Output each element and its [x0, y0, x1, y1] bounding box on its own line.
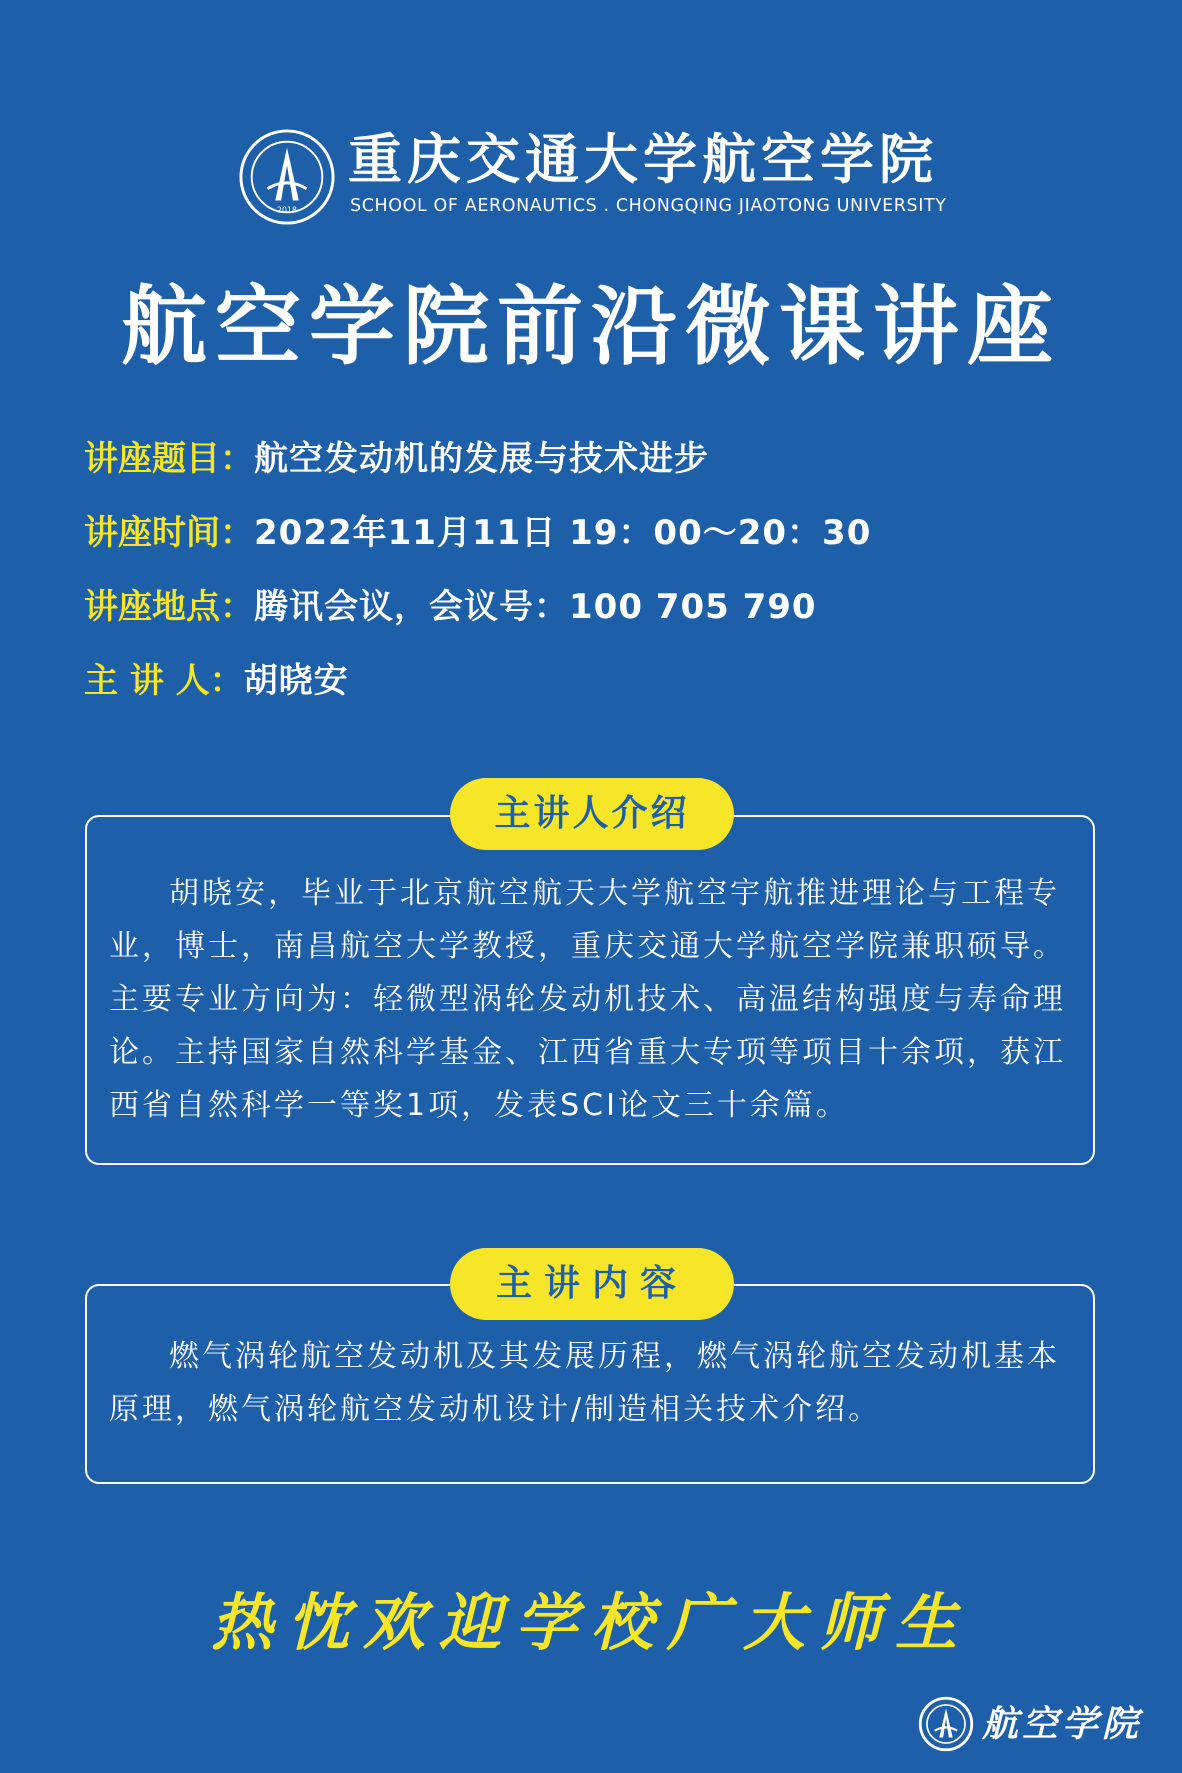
info-value: 胡晓安	[243, 661, 349, 701]
lecture-content-text: 燃气涡轮航空发动机及其发展历程，燃气涡轮航空发动机基本原理，燃气涡轮航空发动机设计/制造相关技术介绍。	[109, 1339, 1060, 1427]
poster-title: 航空学院前沿微课讲座	[121, 277, 1061, 377]
school-seal-small-icon	[918, 1696, 974, 1752]
info-label: 讲座地点：	[84, 587, 254, 627]
info-value: 腾讯会议，会议号：100 705 790	[254, 587, 817, 627]
info-value: 航空发动机的发展与技术进步	[254, 439, 709, 479]
speaker-intro-panel	[85, 815, 1095, 1165]
school-name-cn: 重庆交通大学航空学院	[348, 128, 938, 191]
info-row-speaker	[84, 654, 1084, 728]
seal-year: 2018	[277, 205, 297, 215]
welcome-slogan: 热忱欢迎学校广大师生	[210, 1586, 971, 1659]
school-logo-block	[238, 128, 958, 228]
footer-logo-text: 航空学院	[982, 1703, 1143, 1745]
info-row-location	[84, 580, 1084, 654]
info-value: 2022年11月11日 19：00～20：30	[254, 513, 872, 553]
info-label: 讲座时间：	[84, 513, 254, 553]
lecture-info	[84, 432, 1084, 728]
speaker-intro-text: 胡晓安，毕业于北京航空航天大学航空宇航推进理论与工程专业，博士，南昌航空大学教授，重庆交通大学航空学院兼职硕导。主要专业方向为：轻微型涡轮发动机技术、高温结构强度与寿命理论。主持国家自然科学基金、江西省重大专项等项目十余项，获江西省自然科学一等奖1项，发表SCI论文三十余篇。	[109, 876, 1066, 1123]
info-row-topic	[84, 432, 1084, 506]
school-name-en: SCHOOL OF AERONAUTICS . CHONGQING JIAOTONG UNIVERSITY	[350, 196, 947, 216]
info-row-time	[84, 506, 1084, 580]
lecture-content-heading: 主讲内容	[450, 1248, 734, 1320]
school-seal-icon	[238, 128, 336, 226]
speaker-intro-heading: 主讲人介绍	[450, 778, 734, 850]
info-label: 讲座题目：	[84, 439, 254, 479]
info-label: 主 讲 人：	[84, 661, 244, 701]
footer-logo	[918, 1696, 1148, 1756]
